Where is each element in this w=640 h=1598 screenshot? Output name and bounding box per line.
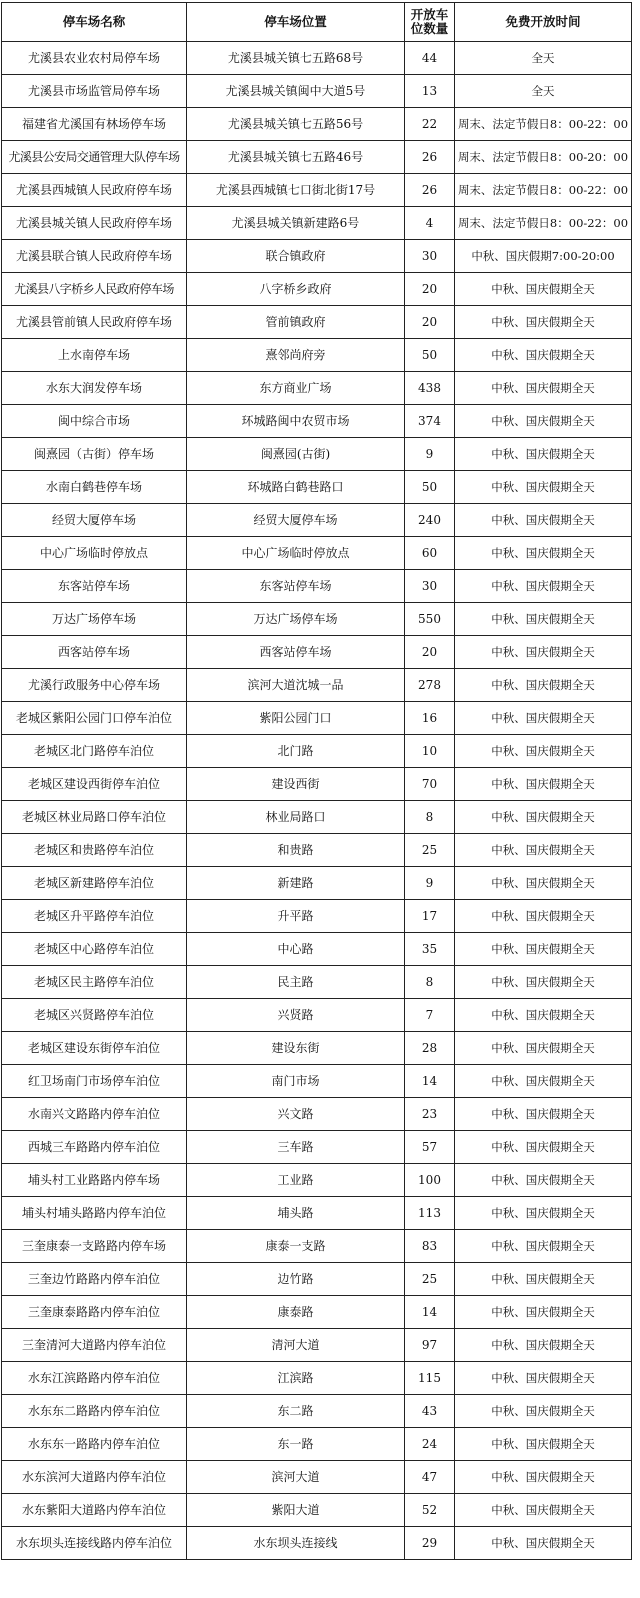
cell-parking-name: 尤溪县城关镇人民政府停车场 xyxy=(2,207,187,240)
table-row xyxy=(2,240,632,273)
cell-parking-name: 尤溪县公安局交通管理大队停车场 xyxy=(2,141,187,174)
cell-parking-name: 水东坝头连接线路内停车泊位 xyxy=(2,1527,187,1560)
cell-space-count: 113 xyxy=(405,1197,455,1230)
cell-parking-location: 清河大道 xyxy=(187,1329,405,1362)
cell-parking-name: 老城区建设东街停车泊位 xyxy=(2,1032,187,1065)
cell-parking-name: 老城区林业局路口停车泊位 xyxy=(2,801,187,834)
cell-space-count: 115 xyxy=(405,1362,455,1395)
cell-parking-name: 水东紫阳大道路内停车泊位 xyxy=(2,1494,187,1527)
table-row xyxy=(2,636,632,669)
cell-parking-location: 三车路 xyxy=(187,1131,405,1164)
cell-space-count: 24 xyxy=(405,1428,455,1461)
cell-free-time: 中秋、国庆假期全天 xyxy=(455,933,632,966)
table-row xyxy=(2,801,632,834)
cell-parking-name: 水东江滨路路内停车泊位 xyxy=(2,1362,187,1395)
cell-free-time: 中秋、国庆假期7:00-20:00 xyxy=(455,240,632,273)
cell-parking-name: 三奎康泰一支路路内停车场 xyxy=(2,1230,187,1263)
table-row xyxy=(2,207,632,240)
table-row xyxy=(2,669,632,702)
cell-parking-location: 尤溪县城关镇七五路56号 xyxy=(187,108,405,141)
table-row xyxy=(2,438,632,471)
cell-parking-location: 东二路 xyxy=(187,1395,405,1428)
cell-parking-name: 尤溪县八字桥乡人民政府停车场 xyxy=(2,273,187,306)
cell-space-count: 60 xyxy=(405,537,455,570)
cell-parking-name: 老城区和贵路停车泊位 xyxy=(2,834,187,867)
table-row xyxy=(2,603,632,636)
cell-free-time: 中秋、国庆假期全天 xyxy=(455,537,632,570)
cell-parking-location: 建设西街 xyxy=(187,768,405,801)
cell-space-count: 70 xyxy=(405,768,455,801)
cell-free-time: 全天 xyxy=(455,75,632,108)
cell-space-count: 100 xyxy=(405,1164,455,1197)
cell-parking-location: 民主路 xyxy=(187,966,405,999)
cell-parking-location: 兴贤路 xyxy=(187,999,405,1032)
cell-space-count: 240 xyxy=(405,504,455,537)
cell-parking-location: 东方商业广场 xyxy=(187,372,405,405)
cell-space-count: 50 xyxy=(405,471,455,504)
cell-space-count: 23 xyxy=(405,1098,455,1131)
cell-free-time: 周末、法定节假日8：00-22：00 xyxy=(455,108,632,141)
table-row xyxy=(2,1527,632,1560)
cell-parking-location: 环城路闽中农贸市场 xyxy=(187,405,405,438)
cell-free-time: 全天 xyxy=(455,42,632,75)
table-row xyxy=(2,372,632,405)
cell-space-count: 16 xyxy=(405,702,455,735)
cell-parking-name: 西城三车路路内停车泊位 xyxy=(2,1131,187,1164)
cell-free-time: 中秋、国庆假期全天 xyxy=(455,834,632,867)
header-count: 开放车位数量 xyxy=(405,3,455,42)
cell-space-count: 20 xyxy=(405,306,455,339)
cell-free-time: 中秋、国庆假期全天 xyxy=(455,339,632,372)
cell-space-count: 9 xyxy=(405,438,455,471)
header-location: 停车场位置 xyxy=(187,3,405,42)
cell-free-time: 中秋、国庆假期全天 xyxy=(455,636,632,669)
cell-space-count: 20 xyxy=(405,273,455,306)
cell-free-time: 中秋、国庆假期全天 xyxy=(455,801,632,834)
cell-parking-location: 尤溪县城关镇七五路46号 xyxy=(187,141,405,174)
table-row xyxy=(2,1494,632,1527)
cell-parking-name: 老城区中心路停车泊位 xyxy=(2,933,187,966)
cell-space-count: 14 xyxy=(405,1296,455,1329)
cell-parking-location: 西客站停车场 xyxy=(187,636,405,669)
header-name: 停车场名称 xyxy=(2,3,187,42)
cell-parking-name: 闽中综合市场 xyxy=(2,405,187,438)
cell-parking-name: 中心广场临时停放点 xyxy=(2,537,187,570)
cell-parking-location: 万达广场停车场 xyxy=(187,603,405,636)
cell-free-time: 中秋、国庆假期全天 xyxy=(455,1098,632,1131)
cell-free-time: 中秋、国庆假期全天 xyxy=(455,471,632,504)
cell-parking-location: 滨河大道沈城一品 xyxy=(187,669,405,702)
cell-parking-name: 水东大润发停车场 xyxy=(2,372,187,405)
table-row xyxy=(2,1296,632,1329)
cell-space-count: 50 xyxy=(405,339,455,372)
cell-space-count: 83 xyxy=(405,1230,455,1263)
table-row xyxy=(2,1032,632,1065)
cell-parking-location: 联合镇政府 xyxy=(187,240,405,273)
cell-parking-name: 闽熹园（古街）停车场 xyxy=(2,438,187,471)
cell-parking-name: 水东东一路路内停车泊位 xyxy=(2,1428,187,1461)
table-row xyxy=(2,1131,632,1164)
table-row xyxy=(2,1461,632,1494)
cell-parking-location: 中心广场临时停放点 xyxy=(187,537,405,570)
cell-space-count: 438 xyxy=(405,372,455,405)
cell-parking-name: 三奎清河大道路内停车泊位 xyxy=(2,1329,187,1362)
table-row xyxy=(2,174,632,207)
cell-space-count: 26 xyxy=(405,174,455,207)
cell-parking-location: 兴文路 xyxy=(187,1098,405,1131)
table-row xyxy=(2,504,632,537)
table-row xyxy=(2,1230,632,1263)
table-row xyxy=(2,867,632,900)
table-row xyxy=(2,75,632,108)
cell-free-time: 中秋、国庆假期全天 xyxy=(455,1362,632,1395)
cell-parking-name: 西客站停车场 xyxy=(2,636,187,669)
cell-free-time: 中秋、国庆假期全天 xyxy=(455,1164,632,1197)
cell-parking-name: 水东滨河大道路内停车泊位 xyxy=(2,1461,187,1494)
cell-free-time: 周末、法定节假日8：00-20：00 xyxy=(455,141,632,174)
cell-parking-name: 老城区北门路停车泊位 xyxy=(2,735,187,768)
table-row xyxy=(2,1197,632,1230)
cell-free-time: 中秋、国庆假期全天 xyxy=(455,768,632,801)
cell-free-time: 中秋、国庆假期全天 xyxy=(455,1197,632,1230)
table-row xyxy=(2,108,632,141)
cell-space-count: 22 xyxy=(405,108,455,141)
cell-parking-name: 尤溪县联合镇人民政府停车场 xyxy=(2,240,187,273)
table-row xyxy=(2,141,632,174)
cell-space-count: 26 xyxy=(405,141,455,174)
cell-parking-name: 尤溪县西城镇人民政府停车场 xyxy=(2,174,187,207)
cell-parking-location: 北门路 xyxy=(187,735,405,768)
cell-space-count: 10 xyxy=(405,735,455,768)
cell-free-time: 周末、法定节假日8：00-22：00 xyxy=(455,174,632,207)
cell-parking-location: 新建路 xyxy=(187,867,405,900)
cell-parking-location: 埔头路 xyxy=(187,1197,405,1230)
cell-parking-name: 三奎康泰路路内停车泊位 xyxy=(2,1296,187,1329)
cell-parking-name: 老城区紫阳公园门口停车泊位 xyxy=(2,702,187,735)
cell-space-count: 30 xyxy=(405,570,455,603)
table-header-row xyxy=(2,3,632,42)
cell-parking-location: 康泰一支路 xyxy=(187,1230,405,1263)
cell-parking-name: 埔头村工业路路内停车场 xyxy=(2,1164,187,1197)
cell-parking-location: 紫阳公园门口 xyxy=(187,702,405,735)
cell-space-count: 47 xyxy=(405,1461,455,1494)
table-row xyxy=(2,1065,632,1098)
cell-free-time: 中秋、国庆假期全天 xyxy=(455,669,632,702)
cell-space-count: 278 xyxy=(405,669,455,702)
cell-space-count: 97 xyxy=(405,1329,455,1362)
cell-parking-name: 老城区升平路停车泊位 xyxy=(2,900,187,933)
cell-parking-name: 上水南停车场 xyxy=(2,339,187,372)
cell-parking-location: 熹邻尚府旁 xyxy=(187,339,405,372)
cell-space-count: 17 xyxy=(405,900,455,933)
cell-space-count: 374 xyxy=(405,405,455,438)
cell-free-time: 中秋、国庆假期全天 xyxy=(455,735,632,768)
cell-parking-location: 东一路 xyxy=(187,1428,405,1461)
table-row xyxy=(2,339,632,372)
table-row xyxy=(2,405,632,438)
cell-free-time: 中秋、国庆假期全天 xyxy=(455,1461,632,1494)
cell-parking-location: 水东坝头连接线 xyxy=(187,1527,405,1560)
parking-table xyxy=(1,2,632,1560)
cell-free-time: 中秋、国庆假期全天 xyxy=(455,999,632,1032)
cell-parking-location: 边竹路 xyxy=(187,1263,405,1296)
cell-space-count: 550 xyxy=(405,603,455,636)
cell-parking-name: 埔头村埔头路路内停车泊位 xyxy=(2,1197,187,1230)
cell-space-count: 7 xyxy=(405,999,455,1032)
cell-free-time: 中秋、国庆假期全天 xyxy=(455,438,632,471)
cell-parking-name: 万达广场停车场 xyxy=(2,603,187,636)
cell-parking-name: 老城区建设西街停车泊位 xyxy=(2,768,187,801)
cell-space-count: 14 xyxy=(405,1065,455,1098)
cell-parking-location: 林业局路口 xyxy=(187,801,405,834)
cell-free-time: 中秋、国庆假期全天 xyxy=(455,372,632,405)
cell-parking-name: 三奎边竹路路内停车泊位 xyxy=(2,1263,187,1296)
cell-space-count: 57 xyxy=(405,1131,455,1164)
table-row xyxy=(2,966,632,999)
cell-free-time: 中秋、国庆假期全天 xyxy=(455,504,632,537)
cell-free-time: 中秋、国庆假期全天 xyxy=(455,603,632,636)
cell-free-time: 中秋、国庆假期全天 xyxy=(455,1395,632,1428)
cell-parking-location: 工业路 xyxy=(187,1164,405,1197)
cell-free-time: 中秋、国庆假期全天 xyxy=(455,702,632,735)
table-row xyxy=(2,1164,632,1197)
table-body xyxy=(2,42,632,1560)
cell-parking-location: 江滨路 xyxy=(187,1362,405,1395)
table-row xyxy=(2,768,632,801)
table-row xyxy=(2,900,632,933)
table-row xyxy=(2,537,632,570)
table-row xyxy=(2,1395,632,1428)
cell-space-count: 4 xyxy=(405,207,455,240)
table-row xyxy=(2,1263,632,1296)
cell-free-time: 中秋、国庆假期全天 xyxy=(455,900,632,933)
cell-free-time: 周末、法定节假日8：00-22：00 xyxy=(455,207,632,240)
cell-parking-location: 环城路白鹤巷路口 xyxy=(187,471,405,504)
cell-free-time: 中秋、国庆假期全天 xyxy=(455,1296,632,1329)
cell-space-count: 28 xyxy=(405,1032,455,1065)
cell-space-count: 30 xyxy=(405,240,455,273)
table-row xyxy=(2,1362,632,1395)
table-row xyxy=(2,273,632,306)
cell-free-time: 中秋、国庆假期全天 xyxy=(455,1032,632,1065)
cell-space-count: 8 xyxy=(405,801,455,834)
cell-parking-location: 尤溪县西城镇七口街北街17号 xyxy=(187,174,405,207)
cell-space-count: 29 xyxy=(405,1527,455,1560)
table-row xyxy=(2,306,632,339)
cell-parking-name: 尤溪行政服务中心停车场 xyxy=(2,669,187,702)
cell-parking-location: 南门市场 xyxy=(187,1065,405,1098)
table-row xyxy=(2,1098,632,1131)
cell-parking-name: 老城区新建路停车泊位 xyxy=(2,867,187,900)
cell-parking-name: 尤溪县农业农村局停车场 xyxy=(2,42,187,75)
table-row xyxy=(2,1329,632,1362)
table-row xyxy=(2,570,632,603)
cell-space-count: 8 xyxy=(405,966,455,999)
cell-parking-name: 福建省尤溪国有林场停车场 xyxy=(2,108,187,141)
cell-free-time: 中秋、国庆假期全天 xyxy=(455,306,632,339)
cell-free-time: 中秋、国庆假期全天 xyxy=(455,1527,632,1560)
cell-free-time: 中秋、国庆假期全天 xyxy=(455,1065,632,1098)
cell-parking-name: 红卫场南门市场停车泊位 xyxy=(2,1065,187,1098)
cell-parking-location: 滨河大道 xyxy=(187,1461,405,1494)
table-row xyxy=(2,834,632,867)
cell-parking-location: 中心路 xyxy=(187,933,405,966)
cell-space-count: 52 xyxy=(405,1494,455,1527)
cell-parking-name: 水南白鹤巷停车场 xyxy=(2,471,187,504)
cell-parking-location: 东客站停车场 xyxy=(187,570,405,603)
table-row xyxy=(2,933,632,966)
cell-free-time: 中秋、国庆假期全天 xyxy=(455,867,632,900)
cell-free-time: 中秋、国庆假期全天 xyxy=(455,1263,632,1296)
cell-parking-location: 紫阳大道 xyxy=(187,1494,405,1527)
cell-free-time: 中秋、国庆假期全天 xyxy=(455,1494,632,1527)
table-row xyxy=(2,1428,632,1461)
table-row xyxy=(2,999,632,1032)
cell-parking-location: 尤溪县城关镇新建路6号 xyxy=(187,207,405,240)
cell-free-time: 中秋、国庆假期全天 xyxy=(455,405,632,438)
cell-space-count: 35 xyxy=(405,933,455,966)
cell-free-time: 中秋、国庆假期全天 xyxy=(455,1131,632,1164)
cell-space-count: 9 xyxy=(405,867,455,900)
cell-parking-name: 水南兴文路路内停车泊位 xyxy=(2,1098,187,1131)
cell-free-time: 中秋、国庆假期全天 xyxy=(455,1329,632,1362)
cell-parking-name: 经贸大厦停车场 xyxy=(2,504,187,537)
cell-parking-name: 东客站停车场 xyxy=(2,570,187,603)
cell-parking-location: 康泰路 xyxy=(187,1296,405,1329)
cell-space-count: 20 xyxy=(405,636,455,669)
cell-parking-name: 老城区民主路停车泊位 xyxy=(2,966,187,999)
cell-parking-location: 尤溪县城关镇七五路68号 xyxy=(187,42,405,75)
cell-parking-name: 尤溪县管前镇人民政府停车场 xyxy=(2,306,187,339)
cell-free-time: 中秋、国庆假期全天 xyxy=(455,966,632,999)
table-row xyxy=(2,735,632,768)
cell-parking-location: 八字桥乡政府 xyxy=(187,273,405,306)
cell-space-count: 44 xyxy=(405,42,455,75)
cell-parking-name: 尤溪县市场监管局停车场 xyxy=(2,75,187,108)
table-row xyxy=(2,42,632,75)
cell-free-time: 中秋、国庆假期全天 xyxy=(455,570,632,603)
cell-parking-name: 水东东二路路内停车泊位 xyxy=(2,1395,187,1428)
cell-parking-location: 和贵路 xyxy=(187,834,405,867)
cell-parking-location: 尤溪县城关镇闽中大道5号 xyxy=(187,75,405,108)
cell-parking-name: 老城区兴贤路停车泊位 xyxy=(2,999,187,1032)
table-row xyxy=(2,471,632,504)
header-time: 免费开放时间 xyxy=(455,3,632,42)
cell-parking-location: 升平路 xyxy=(187,900,405,933)
cell-parking-location: 经贸大厦停车场 xyxy=(187,504,405,537)
cell-parking-location: 管前镇政府 xyxy=(187,306,405,339)
cell-space-count: 25 xyxy=(405,1263,455,1296)
cell-space-count: 43 xyxy=(405,1395,455,1428)
cell-space-count: 13 xyxy=(405,75,455,108)
table-row xyxy=(2,702,632,735)
cell-parking-location: 闽熹园(古街) xyxy=(187,438,405,471)
cell-parking-location: 建设东街 xyxy=(187,1032,405,1065)
cell-space-count: 25 xyxy=(405,834,455,867)
cell-free-time: 中秋、国庆假期全天 xyxy=(455,1428,632,1461)
cell-free-time: 中秋、国庆假期全天 xyxy=(455,273,632,306)
cell-free-time: 中秋、国庆假期全天 xyxy=(455,1230,632,1263)
